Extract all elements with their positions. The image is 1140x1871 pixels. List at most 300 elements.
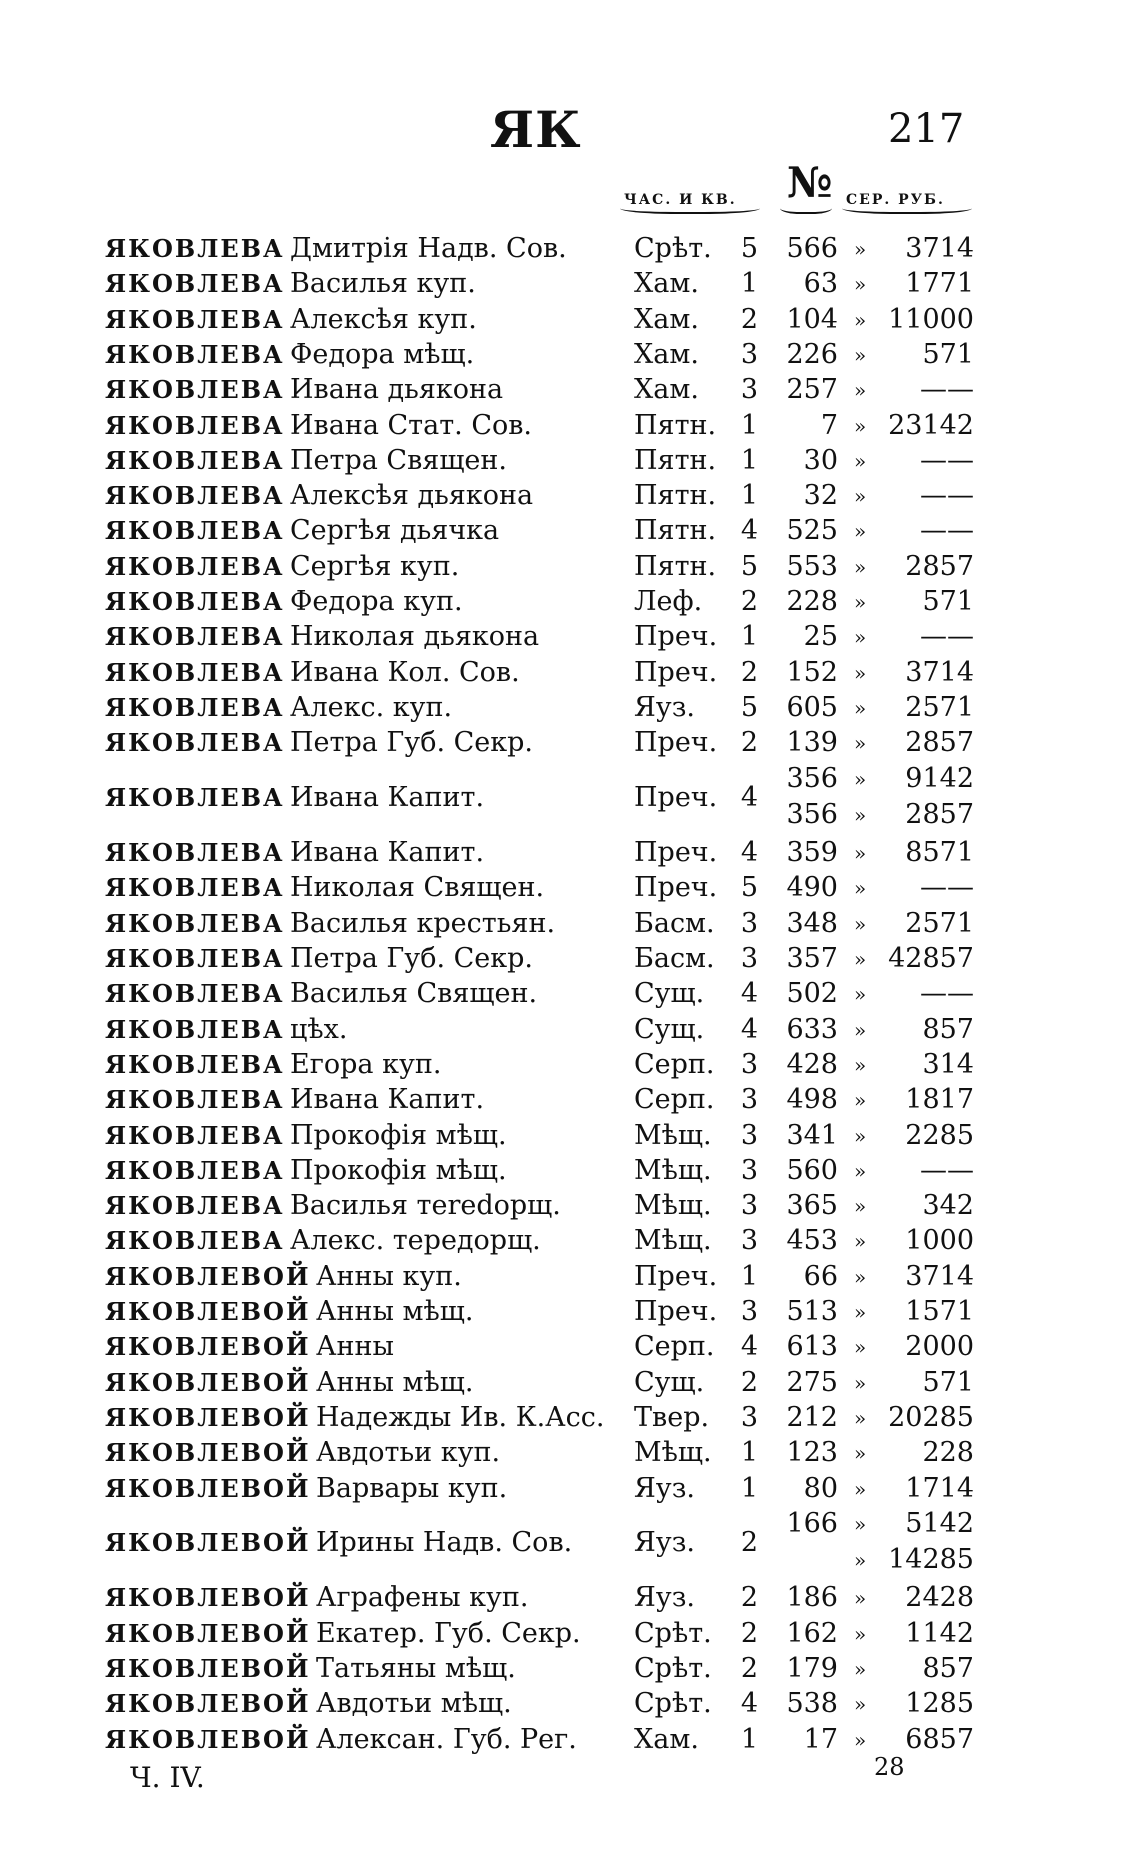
entry-value: 3714	[905, 1260, 974, 1292]
entry-value: 2571	[905, 691, 974, 723]
ditto-mark: »	[854, 1476, 867, 1501]
entry-house-number: 212	[786, 1401, 838, 1433]
entry-surname: ЯКОВЛЕВА	[105, 1014, 285, 1044]
ditto-mark: »	[854, 1123, 867, 1148]
entry-city-part: Мѣщ.	[634, 1437, 712, 1469]
entry-value: 2000	[905, 1331, 974, 1363]
entry-city-part: Хам.	[634, 374, 699, 406]
entry-house-number: 553	[786, 550, 838, 582]
entry-row	[0, 585, 1140, 619]
ditto-mark: »	[854, 766, 867, 791]
entry-row	[0, 1119, 1140, 1153]
entry-ward: 5	[740, 550, 758, 582]
entry-house-number: 356	[786, 798, 838, 830]
entry-name: Анны мѣщ.	[316, 1296, 474, 1327]
entry-value: ——	[920, 374, 974, 406]
entry-city-part: Хам.	[634, 303, 699, 335]
entry-city-part: Мѣщ.	[634, 1119, 712, 1151]
entry-city-part: Серп.	[634, 1331, 715, 1363]
entry-city-part: Серп.	[634, 1048, 715, 1080]
entry-value: 314	[922, 1048, 974, 1080]
entry-surname: ЯКОВЛЕВА	[105, 782, 285, 812]
entry-name: Татьяны мѣщ.	[316, 1653, 516, 1684]
entry-name: Ивана Кол. Сов.	[290, 656, 520, 688]
entry-value: 857	[922, 1653, 974, 1684]
entry-city-part: Мѣщ.	[634, 1154, 712, 1186]
ditto-mark: »	[854, 1547, 867, 1572]
entry-name: Егора куп.	[290, 1048, 442, 1080]
entry-house-number: 66	[803, 1260, 838, 1292]
entry-row	[0, 514, 1140, 548]
entry-value: ——	[920, 515, 974, 547]
entry-value: 42857	[888, 943, 974, 974]
entry-value: 1714	[905, 1472, 974, 1504]
entry-city-part: Хам.	[634, 338, 699, 370]
entry-city-part: Преч.	[634, 837, 718, 869]
entry-name: Алекс. куп.	[290, 691, 453, 723]
ditto-mark: »	[854, 1052, 867, 1077]
entry-house-number: 359	[786, 837, 838, 869]
entry-value: 857	[922, 1013, 974, 1045]
entry-city-part: Хам.	[634, 1723, 699, 1755]
entry-ward: 3	[740, 1296, 758, 1327]
entry-name: Николая дьякона	[290, 621, 540, 653]
entry-ward: 2	[740, 1653, 758, 1684]
entry-surname: ЯКОВЛЕВА	[105, 838, 285, 868]
entry-surname: ЯКОВЛЕВА	[105, 445, 285, 475]
entry-ward: 3	[740, 1225, 758, 1257]
entry-name: Авдотьи мѣщ.	[316, 1688, 512, 1720]
entry-value: 20285	[888, 1401, 974, 1433]
entry-value: 3714	[905, 233, 974, 264]
entry-name: Ивана Капит.	[290, 1084, 485, 1116]
entry-house-number: 166	[786, 1507, 838, 1539]
column-header-part-ward: ЧАС. И КВ.	[624, 192, 737, 208]
ditto-mark: »	[854, 1405, 867, 1430]
entry-surname: ЯКОВЛЕВА	[105, 339, 285, 369]
entry-surname: ЯКОВЛЕВОЙ	[105, 1438, 311, 1468]
entry-surname: ЯКОВЛЕВА	[105, 873, 285, 903]
ditto-mark: »	[854, 1335, 867, 1360]
entry-surname: ЯКОВЛЕВОЙ	[105, 1689, 311, 1719]
entry-house-number: 560	[786, 1154, 838, 1186]
entry-ward: 4	[740, 837, 758, 869]
entry-value: 3714	[905, 656, 974, 688]
entry-name: Василья Священ.	[290, 978, 538, 1010]
entry-house-number: 104	[786, 303, 838, 335]
entry-value: ——	[920, 872, 974, 904]
entry-city-part: Пятн.	[634, 515, 717, 547]
entry-city-part: Сущ.	[634, 1013, 705, 1045]
entry-ward: 3	[740, 1190, 758, 1222]
entry-row	[0, 232, 1140, 266]
entry-row	[0, 1723, 1140, 1757]
entry-name: Прокофія мѣщ.	[290, 1119, 507, 1151]
entry-house-number: 341	[786, 1119, 838, 1151]
entry-row	[0, 836, 1140, 870]
entry-value: 228	[922, 1437, 974, 1469]
entry-value: 2571	[905, 907, 974, 939]
entry-ward: 4	[740, 1331, 758, 1363]
entry-city-part: Срѣт.	[634, 1617, 712, 1649]
entry-ward: 2	[740, 1582, 758, 1614]
entry-ward: 5	[740, 233, 758, 264]
ditto-mark: »	[854, 1370, 867, 1395]
ditto-mark: »	[854, 272, 867, 297]
entry-ward: 1	[740, 621, 758, 653]
entry-city-part: Преч.	[634, 872, 718, 904]
entry-house-number: 498	[786, 1084, 838, 1116]
entry-name: Ивана дьякона	[290, 374, 504, 406]
entry-surname: ЯКОВЛЕВОЙ	[105, 1724, 311, 1754]
entry-value: 571	[922, 1366, 974, 1398]
entry-surname: ЯКОВЛЕВА	[105, 516, 285, 546]
entry-name: Сергѣя дьячка	[290, 515, 500, 547]
entry-house-number: 275	[786, 1366, 838, 1398]
entry-ward: 3	[740, 1401, 758, 1433]
entry-house-number: 162	[786, 1617, 838, 1649]
entry-row	[0, 762, 1140, 834]
brace-number	[780, 200, 832, 214]
brace-silver	[842, 200, 972, 214]
entry-surname: ЯКОВЛЕВА	[105, 622, 285, 652]
entry-ward: 3	[740, 943, 758, 974]
entry-row	[0, 1154, 1140, 1188]
entry-row	[0, 907, 1140, 941]
entry-city-part: Басм.	[634, 907, 715, 939]
entry-row	[0, 479, 1140, 513]
entry-value: 1285	[905, 1688, 974, 1720]
entry-row	[0, 1581, 1140, 1615]
entry-ward: 2	[740, 1366, 758, 1398]
entry-ward: 1	[740, 1472, 758, 1504]
entry-value: 2857	[905, 798, 974, 830]
entry-house-number: 605	[786, 691, 838, 723]
entry-name: Петра Губ. Секр.	[290, 727, 533, 759]
entry-ward: 4	[740, 515, 758, 547]
entry-ward: 3	[740, 1084, 758, 1116]
entry-city-part: Срѣт.	[634, 233, 712, 264]
entry-name: Петра Губ. Секр.	[290, 943, 533, 974]
entry-ward: 1	[740, 1260, 758, 1292]
entry-ward: 2	[740, 656, 758, 688]
entry-ward: 1	[740, 480, 758, 512]
entry-surname: ЯКОВЛЕВА	[105, 1191, 285, 1221]
entry-row	[0, 1366, 1140, 1400]
entry-ward: 1	[740, 1437, 758, 1469]
entry-value: 1817	[905, 1084, 974, 1116]
entry-house-number: 633	[786, 1013, 838, 1045]
entry-name: Василья крестьян.	[290, 907, 556, 939]
entry-ward: 1	[740, 409, 758, 441]
ditto-mark: »	[854, 484, 867, 509]
ditto-mark: »	[854, 1300, 867, 1324]
entry-row	[0, 691, 1140, 725]
entry-row	[0, 409, 1140, 443]
entry-ward: 2	[740, 303, 758, 335]
entry-surname: ЯКОВЛЕВА	[105, 657, 285, 687]
entry-house-number: 226	[786, 338, 838, 370]
entry-name: Сергѣя куп.	[290, 550, 460, 582]
entry-house-number: 257	[786, 374, 838, 406]
entry-surname: ЯКОВЛЕВА	[105, 481, 285, 511]
entry-house-number: 356	[786, 762, 838, 794]
entry-ward: 3	[740, 1048, 758, 1080]
entry-house-number: 513	[786, 1296, 838, 1327]
entry-house-number: 63	[803, 268, 838, 300]
ditto-mark: »	[854, 947, 867, 971]
entry-city-part: Яуз.	[634, 1472, 696, 1504]
entry-name: Аграфены куп.	[316, 1582, 529, 1614]
volume-mark: Ч. IV.	[130, 1761, 205, 1794]
entry-name: Алекс. терeдорщ.	[290, 1225, 541, 1257]
entry-city-part: Яуз.	[634, 1582, 696, 1614]
entry-surname: ЯКОВЛЕВОЙ	[105, 1402, 311, 1432]
entry-value: 14285	[888, 1543, 974, 1575]
entry-value: 2857	[905, 550, 974, 582]
entry-value: 342	[922, 1190, 974, 1222]
entry-city-part: Преч.	[634, 656, 718, 688]
entry-surname: ЯКОВЛЕВОЙ	[105, 1332, 311, 1362]
entry-name: Василья куп.	[290, 268, 476, 300]
entry-surname: ЯКОВЛЕВОЙ	[105, 1261, 311, 1291]
column-header-silver-rubles: СЕР. РУБ.	[846, 192, 945, 208]
entry-surname: ЯКОВЛЕВА	[105, 944, 285, 973]
entry-city-part: Мѣщ.	[634, 1225, 712, 1257]
entry-name: Прокофія мѣщ.	[290, 1154, 507, 1186]
entry-name: Николая Священ.	[290, 872, 545, 904]
entry-surname: ЯКОВЛЕВОЙ	[105, 1654, 311, 1683]
entry-ward: 1	[740, 444, 758, 476]
ditto-mark: »	[854, 802, 867, 827]
entry-value: 23142	[888, 409, 974, 441]
entry-value: ——	[920, 480, 974, 512]
entry-name: Екатер. Губ. Секр.	[316, 1617, 581, 1649]
entry-value: 2285	[905, 1119, 974, 1151]
entry-value: 1000	[905, 1225, 974, 1257]
entry-row	[0, 1224, 1140, 1258]
entry-ward: 2	[740, 1526, 758, 1558]
entry-house-number: 348	[786, 907, 838, 939]
ditto-mark: »	[854, 1017, 867, 1042]
entry-ward: 4	[740, 1013, 758, 1045]
entry-name: Анны	[316, 1331, 394, 1363]
entry-name: цѣх.	[290, 1013, 348, 1045]
entry-ward: 1	[740, 268, 758, 300]
ditto-mark: »	[854, 1727, 867, 1752]
entry-city-part: Сущ.	[634, 978, 705, 1010]
entry-surname: ЯКОВЛЕВА	[105, 234, 285, 263]
entry-row	[0, 1295, 1140, 1329]
entry-value: 8571	[905, 837, 974, 869]
entry-house-number: 123	[786, 1437, 838, 1469]
entry-row	[0, 550, 1140, 584]
entry-name: Петра Священ.	[290, 444, 507, 476]
entry-ward: 3	[740, 374, 758, 406]
column-header-number: №	[787, 158, 833, 207]
ditto-mark: »	[854, 1158, 867, 1183]
entry-surname: ЯКОВЛЕВОЙ	[105, 1527, 311, 1557]
entry-value: ——	[920, 978, 974, 1010]
entry-house-number: 453	[786, 1225, 838, 1257]
entry-value: 6857	[905, 1723, 974, 1755]
entry-city-part: Срѣт.	[634, 1653, 712, 1684]
entry-row	[0, 267, 1140, 301]
entry-ward: 4	[740, 978, 758, 1010]
entry-name: Анны куп.	[316, 1260, 462, 1292]
entry-ward: 3	[740, 907, 758, 939]
entry-house-number: 80	[803, 1472, 838, 1504]
entry-house-number: 32	[803, 480, 838, 512]
entry-value: 11000	[888, 303, 974, 335]
entry-ward: 5	[740, 691, 758, 723]
entry-name: Алексѣя дьякона	[290, 480, 534, 512]
entry-row	[0, 977, 1140, 1011]
entry-house-number: 228	[786, 586, 838, 617]
entry-house-number: 139	[786, 727, 838, 759]
entry-row	[0, 620, 1140, 654]
entry-row	[0, 1189, 1140, 1223]
ditto-mark: »	[854, 1264, 867, 1289]
entry-ward: 2	[740, 1617, 758, 1649]
entry-house-number: 17	[803, 1723, 838, 1755]
ditto-mark: »	[854, 1441, 867, 1466]
entry-city-part: Пятн.	[634, 444, 717, 476]
entry-surname: ЯКОВЛЕВА	[105, 587, 285, 616]
entry-city-part: Преч.	[634, 621, 718, 653]
entry-row	[0, 1013, 1140, 1047]
entry-row	[0, 338, 1140, 372]
entry-row	[0, 1687, 1140, 1721]
entry-surname: ЯКОВЛЕВА	[105, 1085, 285, 1115]
ditto-mark: »	[854, 1692, 867, 1717]
ditto-mark: »	[854, 237, 867, 261]
ditto-mark: »	[854, 731, 867, 756]
ditto-mark: »	[854, 448, 867, 473]
entry-ward: 5	[740, 872, 758, 904]
ditto-mark: »	[854, 695, 867, 720]
entry-ward: 3	[740, 338, 758, 370]
entry-value: 571	[922, 338, 974, 370]
entry-row	[0, 1048, 1140, 1082]
entry-surname: ЯКОВЛЕВА	[105, 551, 285, 581]
entry-house-number: 525	[786, 515, 838, 547]
entry-city-part: Пятн.	[634, 409, 717, 441]
entry-surname: ЯКОВЛЕВОЙ	[105, 1297, 311, 1326]
entry-house-number: 179	[786, 1653, 838, 1684]
entry-house-number: 428	[786, 1048, 838, 1080]
entry-name: Ирины Надв. Сов.	[316, 1526, 573, 1558]
entry-name: Дмитрія Надв. Сов.	[290, 233, 567, 264]
entry-ward: 2	[740, 727, 758, 759]
entry-row	[0, 656, 1140, 690]
page-number: 217	[888, 106, 965, 152]
entry-value: 2428	[905, 1582, 974, 1614]
ditto-mark: »	[854, 1621, 867, 1646]
entry-value: ——	[920, 621, 974, 653]
entry-surname: ЯКОВЛЕВА	[105, 410, 285, 440]
entry-ward: 2	[740, 586, 758, 617]
entry-house-number: 613	[786, 1331, 838, 1363]
entry-surname: ЯКОВЛЕВА	[105, 1120, 285, 1150]
entry-row	[0, 303, 1140, 337]
entry-city-part: Леф.	[634, 586, 703, 617]
entry-city-part: Серп.	[634, 1084, 715, 1116]
entry-house-number: 357	[786, 943, 838, 974]
ditto-mark: »	[854, 841, 867, 866]
entry-value: 1142	[905, 1617, 974, 1649]
entry-name: Ивана Капит.	[290, 781, 485, 813]
entry-city-part: Яуз.	[634, 1526, 696, 1558]
entry-name: Надежды Ив. К.Асс.	[316, 1401, 605, 1433]
entry-row	[0, 1472, 1140, 1506]
entry-house-number: 538	[786, 1688, 838, 1720]
entry-surname: ЯКОВЛЕВА	[105, 979, 285, 1009]
entry-city-part: Преч.	[634, 781, 718, 813]
entry-city-part: Яуз.	[634, 691, 696, 723]
entry-surname: ЯКОВЛЕВА	[105, 375, 285, 405]
entry-value: 5142	[905, 1507, 974, 1539]
ditto-mark: »	[854, 378, 867, 403]
signature-mark: 28	[874, 1753, 905, 1781]
entry-city-part: Сущ.	[634, 1366, 705, 1398]
entry-value: 1571	[905, 1296, 974, 1327]
ditto-mark: »	[854, 590, 867, 614]
entry-name: Алексѣя куп.	[290, 303, 477, 335]
entry-row	[0, 1260, 1140, 1294]
entry-value: 2857	[905, 727, 974, 759]
entry-city-part: Преч.	[634, 1260, 718, 1292]
entry-city-part: Мѣщ.	[634, 1190, 712, 1222]
ditto-mark: »	[854, 911, 867, 936]
entry-ward: 3	[740, 1154, 758, 1186]
ditto-mark: »	[854, 1194, 867, 1219]
ditto-mark: »	[854, 1657, 867, 1681]
entry-surname: ЯКОВЛЕВОЙ	[105, 1473, 311, 1503]
brace-part-ward	[620, 200, 760, 214]
entry-ward: 4	[740, 781, 758, 813]
entry-name: Варвары куп.	[316, 1472, 508, 1504]
entry-name: Федора мѣщ.	[290, 338, 475, 370]
entry-surname: ЯКОВЛЕВА	[105, 1049, 285, 1079]
entry-surname: ЯКОВЛЕВОЙ	[105, 1367, 311, 1397]
ditto-mark: »	[854, 307, 867, 332]
entry-city-part: Хам.	[634, 268, 699, 300]
entry-ward: 3	[740, 1119, 758, 1151]
entry-value: 571	[922, 586, 974, 617]
running-head: ЯК	[490, 100, 582, 159]
entry-surname: ЯКОВЛЕВОЙ	[105, 1583, 311, 1613]
entry-house-number: 25	[803, 621, 838, 653]
entry-surname: ЯКОВЛЕВА	[105, 269, 285, 299]
entry-house-number: 7	[820, 409, 838, 441]
entry-row	[0, 1436, 1140, 1470]
entry-city-part: Преч.	[634, 1296, 718, 1327]
entry-surname: ЯКОВЛЕВА	[105, 304, 285, 334]
entry-house-number: 30	[803, 444, 838, 476]
entry-surname: ЯКОВЛЕВА	[105, 1226, 285, 1256]
entry-city-part: Срѣт.	[634, 1688, 712, 1720]
entry-row	[0, 1330, 1140, 1364]
entry-ward: 1	[740, 1723, 758, 1755]
ditto-mark: »	[854, 876, 867, 901]
ditto-mark: »	[854, 1088, 867, 1113]
entry-house-number: 186	[786, 1582, 838, 1614]
entry-house-number: 152	[786, 656, 838, 688]
ditto-mark: »	[854, 413, 867, 438]
entry-name: Анны мѣщ.	[316, 1366, 474, 1398]
ditto-mark: »	[854, 342, 867, 367]
